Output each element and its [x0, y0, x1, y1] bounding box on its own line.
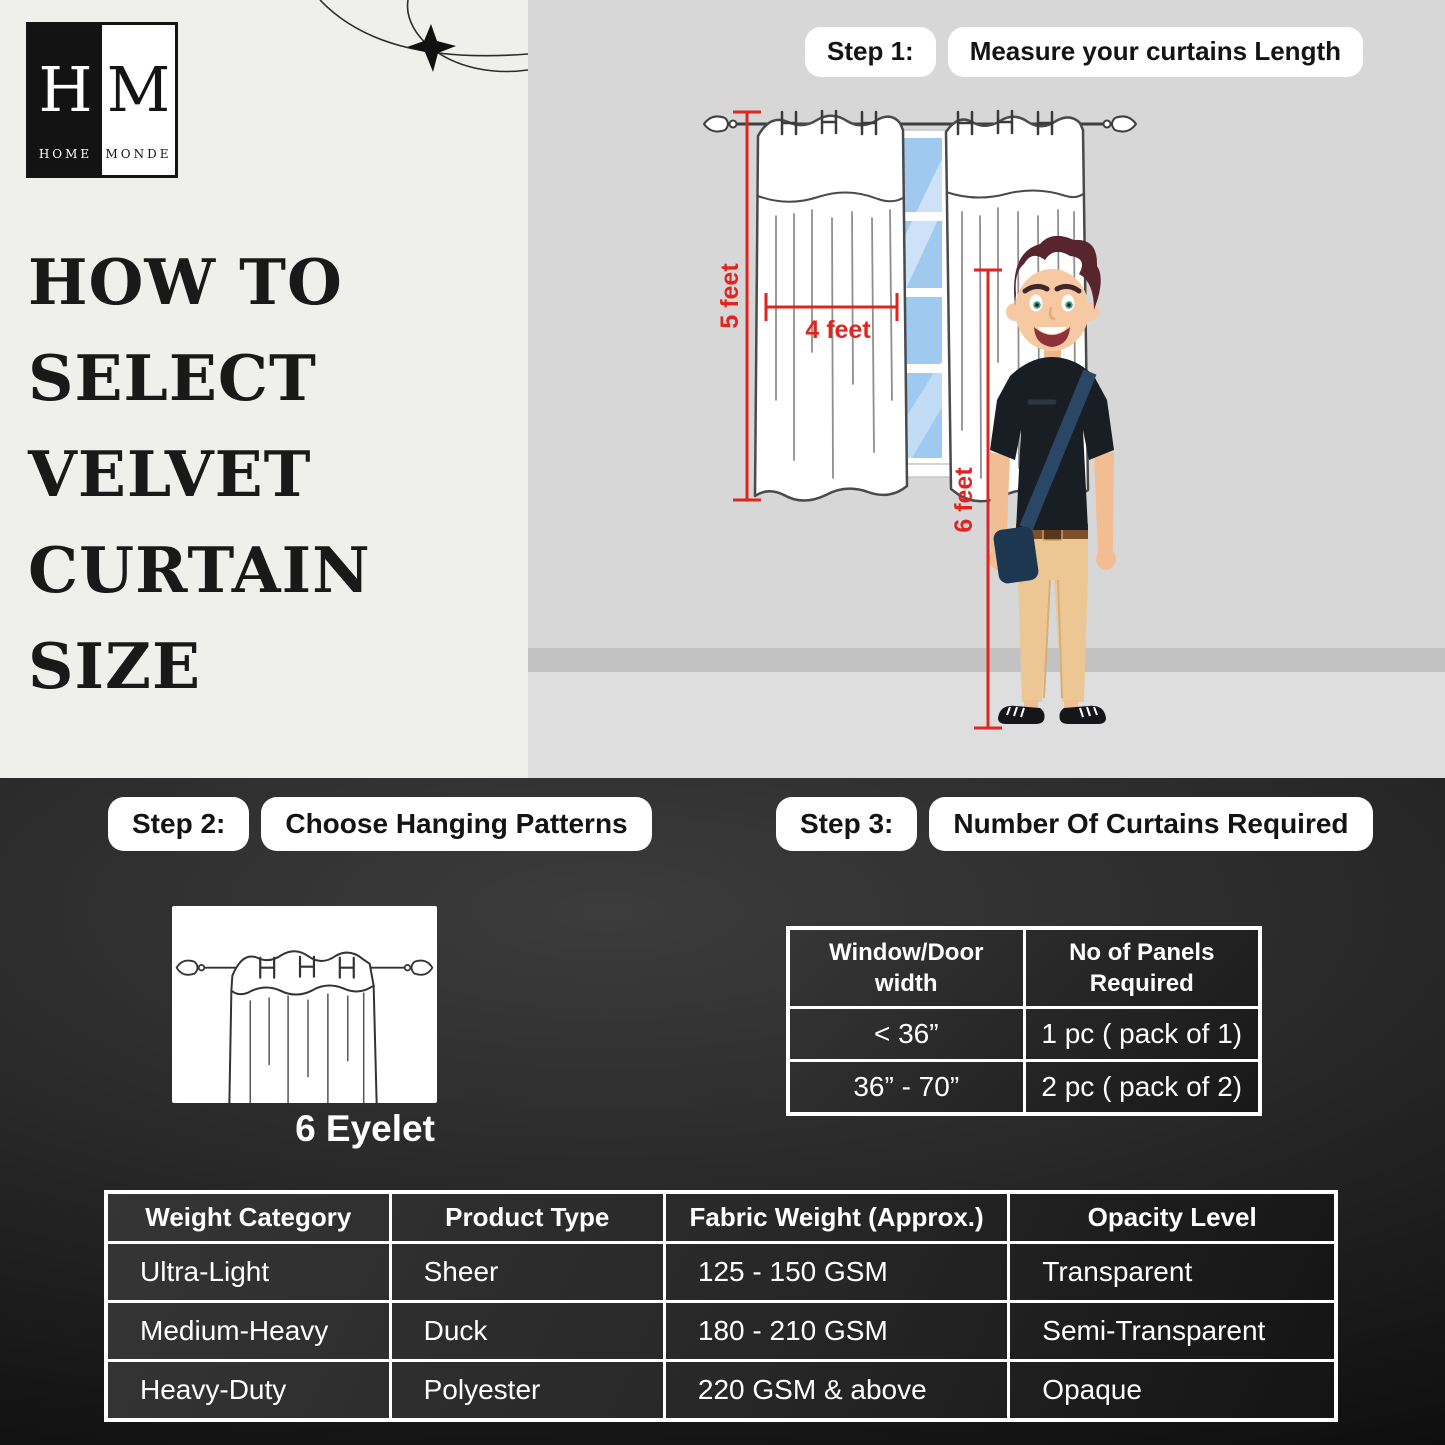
logo-monde-half	[102, 25, 175, 175]
table-cell: Duck	[390, 1302, 664, 1361]
fabric-col-header: Product Type	[390, 1192, 664, 1243]
curtain-height-label: 5 feet	[716, 263, 744, 329]
logo-letter-h: H	[38, 53, 93, 126]
step1-label-pill: Step 1:	[805, 27, 936, 77]
table-cell: 220 GSM & above	[664, 1361, 1008, 1421]
title-line: CURTAIN	[28, 533, 371, 607]
step2-header	[108, 797, 652, 851]
table-cell: 2 pc ( pack of 2)	[1024, 1061, 1260, 1115]
man-illustration	[989, 236, 1116, 724]
fabric-col-header: Opacity Level	[1009, 1192, 1336, 1243]
table-row	[106, 1361, 1336, 1421]
step3-label-pill: Step 3:	[776, 797, 917, 851]
step3-header	[776, 797, 1373, 851]
step1-header	[805, 27, 1363, 77]
logo-word-monde: MONDE	[105, 147, 172, 161]
step1-title-pill: Measure your curtains Length	[948, 27, 1363, 77]
logo-word-home: HOME	[38, 147, 93, 161]
table-cell: Sheer	[390, 1243, 664, 1302]
brand-logo	[26, 22, 178, 178]
panels-required-table	[786, 926, 1262, 1116]
eyelet-caption: 6 Eyelet	[295, 1108, 435, 1149]
table-cell: Heavy-Duty	[106, 1361, 390, 1421]
table-cell: Polyester	[390, 1361, 664, 1421]
table-cell: Transparent	[1009, 1243, 1336, 1302]
eyelet-curtain-drawing	[172, 906, 437, 1103]
curtain-width-label: 4 feet	[805, 316, 871, 344]
table-cell: Semi-Transparent	[1009, 1302, 1336, 1361]
step2-title-pill: Choose Hanging Patterns	[261, 797, 651, 851]
table-cell: 125 - 150 GSM	[664, 1243, 1008, 1302]
fabric-col-header: Fabric Weight (Approx.)	[664, 1192, 1008, 1243]
title-line: VELVET	[28, 437, 312, 511]
table-cell: 180 - 210 GSM	[664, 1302, 1008, 1361]
table-row	[106, 1243, 1336, 1302]
fabric-col-header: Weight Category	[106, 1192, 390, 1243]
curtain-measure-illustration	[700, 100, 1140, 760]
table-cell: Ultra-Light	[106, 1243, 390, 1302]
title-line: HOW TO	[28, 245, 343, 319]
brand-panel	[0, 0, 528, 778]
fabric-weight-table	[104, 1190, 1338, 1422]
table-row	[106, 1302, 1336, 1361]
table-cell: Medium-Heavy	[106, 1302, 390, 1361]
step2-label-pill: Step 2:	[108, 797, 249, 851]
person-height-label: 6 feet	[950, 467, 978, 533]
table-cell: 1 pc ( pack of 1)	[1024, 1008, 1260, 1061]
step3-title-pill: Number Of Curtains Required	[929, 797, 1372, 851]
table-cell: 36” - 70”	[788, 1061, 1024, 1115]
logo-home-half	[29, 25, 102, 175]
page-title	[28, 234, 518, 714]
title-line: SIZE	[28, 629, 201, 703]
eyelet-pattern-card	[172, 906, 437, 1103]
panels-col-header: No of Panels Required	[1024, 928, 1260, 1008]
bottom-section	[0, 778, 1445, 1445]
table-row	[788, 1061, 1260, 1115]
table-cell: < 36”	[788, 1008, 1024, 1061]
panels-col-header: Window/Door width	[788, 928, 1024, 1008]
table-row	[788, 1008, 1260, 1061]
logo-letter-m: M	[106, 53, 171, 126]
title-line: SELECT	[28, 341, 317, 415]
table-cell: Opaque	[1009, 1361, 1336, 1421]
paper-plane-doodle-icon	[290, 0, 528, 110]
